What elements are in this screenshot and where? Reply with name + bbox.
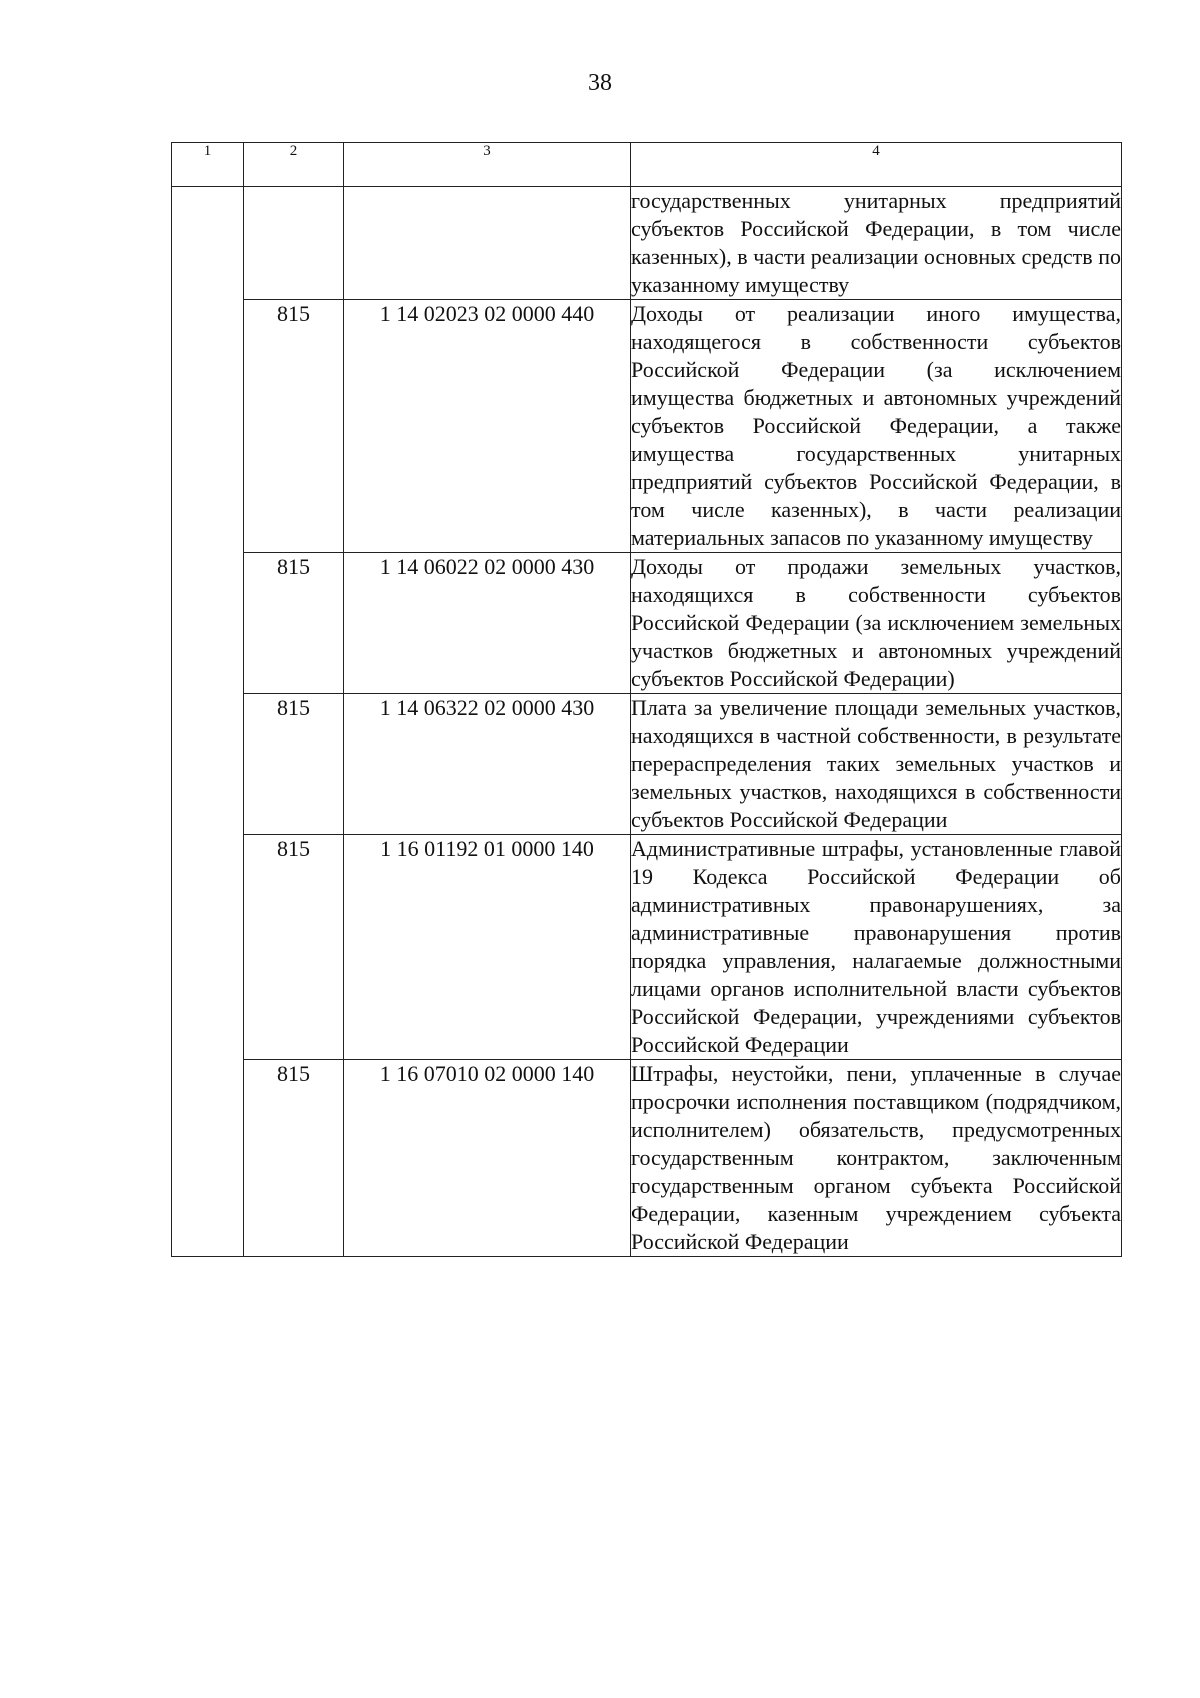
admin-code-cell: 815: [244, 1060, 344, 1257]
kbk-cell: 1 14 06022 02 0000 430: [344, 553, 631, 694]
kbk-cell: [344, 187, 631, 300]
table-row: [172, 553, 1122, 694]
description-cell: Административные штрафы, установленные главой 19 Кодекса Российской Федерации об административных правонарушениях, за административные правонарушения против порядка управления, налагаемые должностными лицами органов исполнительной власти субъектов Российской Федерации, учреждениями субъектов Российской Федерации: [631, 835, 1122, 1060]
revenue-codes-table: [171, 142, 1122, 1257]
column-header-2: 2: [244, 143, 344, 187]
column-header-4: 4: [631, 143, 1122, 187]
table-row-continuation: [172, 187, 1122, 300]
admin-code-cell: 815: [244, 300, 344, 553]
table-row: [172, 1060, 1122, 1257]
kbk-cell: 1 16 07010 02 0000 140: [344, 1060, 631, 1257]
kbk-cell: 1 16 01192 01 0000 140: [344, 835, 631, 1060]
column-header-3: 3: [344, 143, 631, 187]
admin-code-cell: 815: [244, 835, 344, 1060]
description-cell: Доходы от продажи земельных участков, находящихся в собственности субъектов Российской Федерации (за исключением земельных участков бюджетных и автономных учреждений субъектов Российской Федерации): [631, 553, 1122, 694]
table-row: [172, 694, 1122, 835]
table-row: [172, 300, 1122, 553]
admin-code-cell: 815: [244, 694, 344, 835]
kbk-cell: 1 14 06322 02 0000 430: [344, 694, 631, 835]
description-cell: Штрафы, неустойки, пени, уплаченные в случае просрочки исполнения поставщиком (подрядчиком, исполнителем) обязательств, предусмотренных государственным контрактом, заключенным государственным органом субъекта Российской Федерации, казенным учреждением субъекта Российской Федерации: [631, 1060, 1122, 1257]
description-cell: Плата за увеличение площади земельных участков, находящихся в частной собственности, в результате перераспределения таких земельных участков и земельных участков, находящихся в собственности субъектов Российской Федерации: [631, 694, 1122, 835]
column-header-1: 1: [172, 143, 244, 187]
description-cell: Доходы от реализации иного имущества, находящегося в собственности субъектов Российской Федерации (за исключением имущества бюджетных и автономных учреждений субъектов Российской Федерации, а также имущества государственных унитарных предприятий субъектов Российской Федерации, в том числе казенных), в части реализации материальных запасов по указанному имуществу: [631, 300, 1122, 553]
admin-code-cell: [244, 187, 344, 300]
description-cell: государственных унитарных предприятий субъектов Российской Федерации, в том числе казенных), в части реализации основных средств по указанному имуществу: [631, 187, 1122, 300]
table-header-row: [172, 143, 1122, 187]
table-row: [172, 835, 1122, 1060]
admin-code-cell: 815: [244, 553, 344, 694]
group-cell: [172, 187, 244, 1257]
kbk-cell: 1 14 02023 02 0000 440: [344, 300, 631, 553]
page-number: 38: [588, 70, 612, 96]
